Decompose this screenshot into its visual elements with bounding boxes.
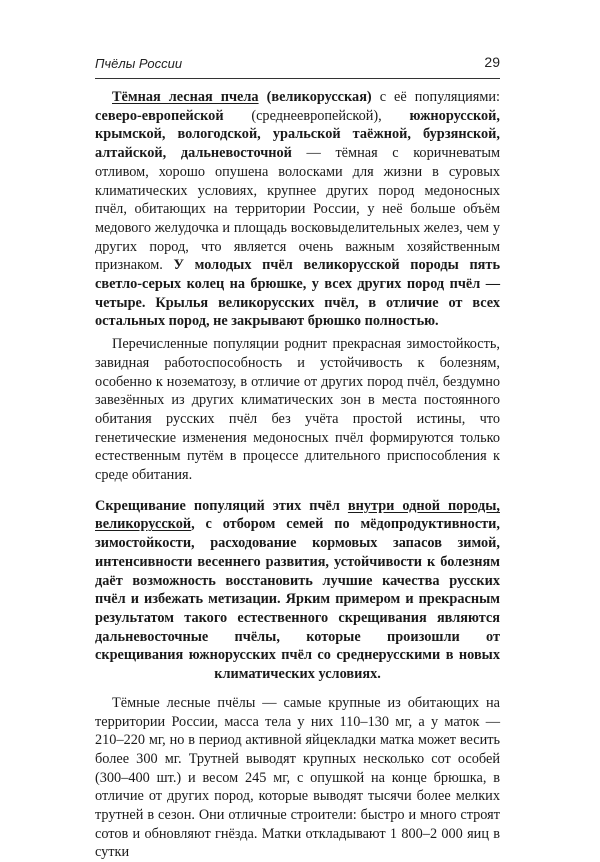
term-title: Тёмная лесная пчела xyxy=(112,89,259,105)
bold-highlight: У молодых пчёл великорусской породы пять светло-серых колец на брюшке, у всех других пород пчёл — четыре. Крылья великорусских пчёл, в отличие от всех остальных пород, не закрывают брюшко полностью. xyxy=(95,257,501,330)
population-first-note: (среднеевропейской), xyxy=(223,107,410,124)
paragraph-dark-forest-bee xyxy=(95,88,500,331)
population-list: южнорусской, крымской, вологодской, уральской таёжной, бурзянской, алтайской, дальневосточной xyxy=(95,107,500,162)
paragraph-bee-size: Тёмные лесные пчёлы — самые крупные из обитающих на территории России, масса тела у них 110–130 мг, а у маток — 210–220 мг, но в период активной яйцекладки матка может весить более 300 мг. Трутней выводят крупных несколько сот особей (300–400 шт.) и весом 245 мг, с опушкой на конце брюшка, в отличие от других пород, которые выводят тысячи более мелких трутней в сезон. Они отличные строители: быстро и много строят сотов и обновляют гнёзда. Матки откладывают 1 800–2 000 яиц в сутки xyxy=(95,694,500,861)
page-body xyxy=(95,88,500,862)
callout-crossbreeding xyxy=(95,497,500,684)
callout-start: Скрещивание популяций этих пчёл xyxy=(95,497,348,514)
running-head: Пчёлы России xyxy=(95,56,183,71)
population-first: северо-европейской xyxy=(95,107,224,124)
term-description: — тёмная с коричневатым отливом, хорошо опушена волосками для жизни в суровых климатических условиях, крупнее других пород медоносных пчёл, обитающих на территории России, у неё больше объём медового желудочка и площадь восковыделительных желез, чем у других пород, что является очень важным хозяйственным признаком. xyxy=(95,145,500,274)
term-lead: с её популяциями: xyxy=(371,89,500,105)
paragraph-populations: Перечисленные популяции роднит прекрасная зимостойкость, завидная работоспособность и устойчивость к болезням, особенно к нозематозу, в отличие от других пород пчёл, бездумно завезённых из других климатических зон в места постоянного обитания русских пчёл без учёта простой истины, что генетические изменения медоносных пчёл формируются только естественным путём в процессе длительного приспособления к среде обитания. xyxy=(95,336,500,484)
callout-underlined: внутри одной породы, великорусской xyxy=(95,497,500,533)
callout-rest: , с отбором семей по мёдопродуктивности, зимостойкости, расходование кормовых запасов зимой, интенсивности весеннего развития, устойчивости к болезням даёт возможность восстановить лучшие качества русских пчёл и избежать метизации. Ярким примером и прекрасным результатом такого естественного скрещивания являются дальневосточные пчёлы, которые произошли от скрещивания южнорусских пчёл со среднерусскими в новых климатических условиях. xyxy=(95,516,500,683)
page-header xyxy=(95,54,500,79)
page-number: 29 xyxy=(484,54,500,70)
term-title-suffix: (великорусская) xyxy=(258,89,372,105)
